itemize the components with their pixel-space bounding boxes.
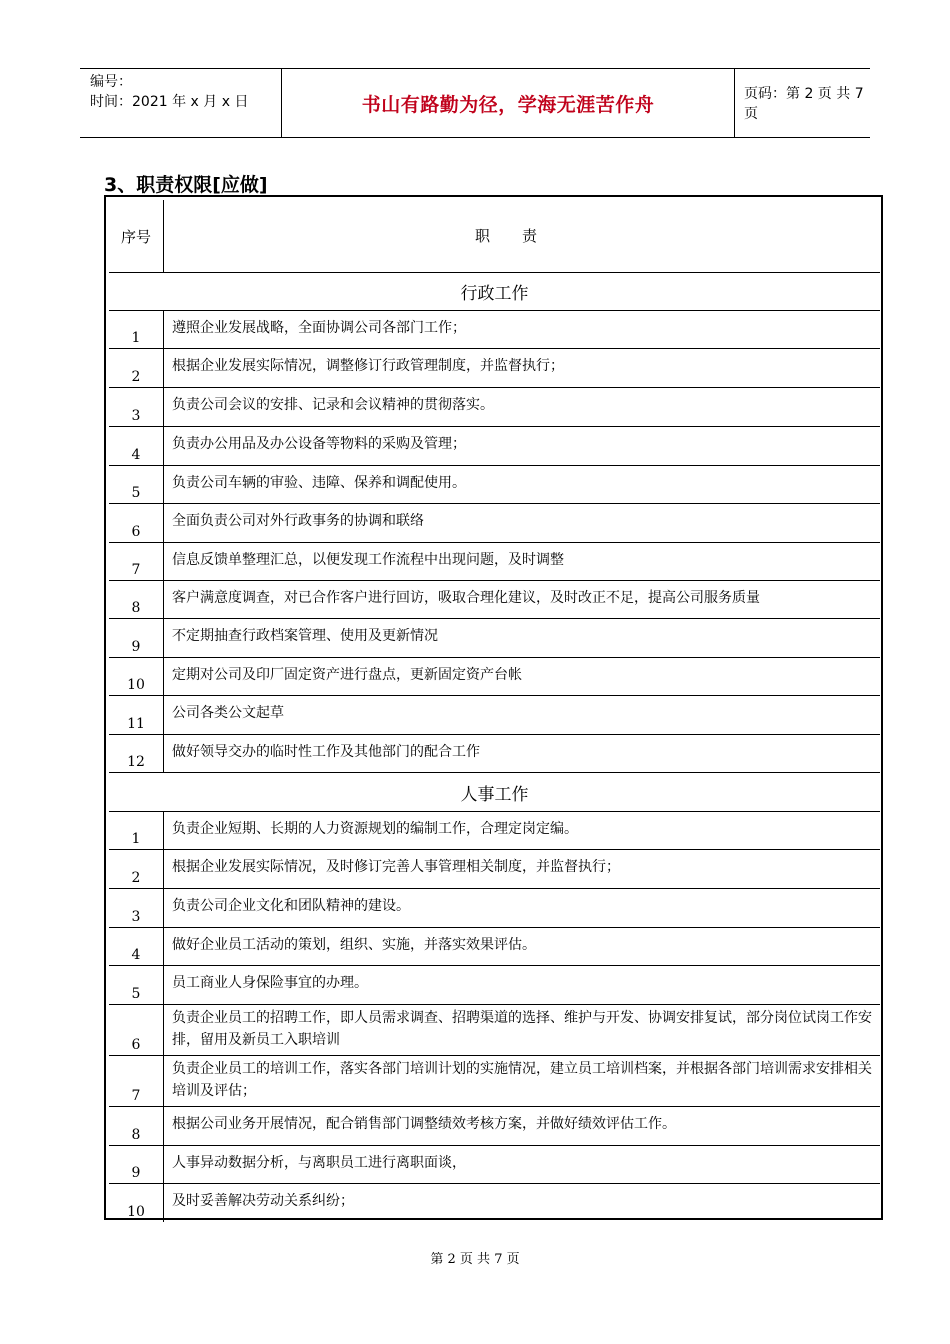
header-motto-cell: [281, 69, 735, 137]
row-duty-text: 做好领导交办的临时性工作及其他部门的配合工作: [172, 744, 480, 760]
table-row: [109, 388, 880, 427]
row-number: 8: [109, 1107, 164, 1145]
document-header: [80, 68, 870, 138]
row-number: 3: [109, 388, 164, 426]
row-number: 5: [109, 466, 164, 503]
category-row: [109, 773, 880, 812]
category-title: 行政工作: [460, 284, 529, 304]
table-row: [109, 1184, 880, 1222]
row-duty-text: 负责办公用品及办公设备等物料的采购及管理；: [172, 436, 466, 452]
row-duty-text: 员工商业人身保险事宜的办理。: [172, 975, 368, 991]
row-number: 12: [109, 735, 164, 772]
table-row: [109, 504, 880, 543]
row-duty-text: 公司各类公文起草: [172, 705, 284, 721]
table-row: [109, 466, 880, 504]
table-row: [109, 311, 880, 349]
page-footer: 第 2 页 共 7 页: [430, 1252, 520, 1267]
row-duty-text: 遵照企业发展战略，全面协调公司各部门工作；: [172, 320, 466, 336]
row-duty-text: 根据企业发展实际情况，及时修订完善人事管理相关制度，并监督执行；: [172, 859, 620, 875]
row-duty-text: 根据公司业务开展情况，配合销售部门调整绩效考核方案，并做好绩效评估工作。: [172, 1116, 676, 1132]
row-duty-text: 做好企业员工活动的策划，组织、实施，并落实效果评估。: [172, 937, 536, 953]
row-duty-text: 负责企业员工的招聘工作，即人员需求调查、招聘渠道的选择、维护与开发、协调安排复试，部分岗位试岗工作安排，留用及新员工入职培训: [172, 1010, 872, 1048]
row-number: 9: [109, 1146, 164, 1183]
row-number: 7: [109, 543, 164, 580]
row-number: 6: [109, 1005, 164, 1055]
row-number: 10: [109, 1184, 164, 1222]
table-row: [109, 1005, 880, 1056]
row-number: 4: [109, 928, 164, 965]
duties-table-body: [109, 200, 880, 1222]
row-number: 2: [109, 349, 164, 387]
table-row: [109, 1056, 880, 1107]
row-duty-text: 负责企业员工的培训工作，落实各部门培训计划的实施情况，建立员工培训档案，并根据各部门培训需求安排相关培训及评估；: [172, 1061, 872, 1099]
table-row: [109, 1107, 880, 1146]
row-duty-text: 负责公司会议的安排、记录和会议精神的贯彻落实。: [172, 397, 494, 413]
table-row: [109, 543, 880, 581]
row-number: 3: [109, 889, 164, 927]
doc-time-label: 时间：2021 年 x 月 x 日: [90, 94, 249, 110]
row-duty-text: 及时妥善解决劳动关系纠纷；: [172, 1193, 354, 1209]
table-header-row: [109, 200, 880, 273]
table-row: [109, 889, 880, 928]
table-row: [109, 696, 880, 735]
row-duty-text: 负责公司企业文化和团队精神的建设。: [172, 898, 410, 914]
row-duty-text: 不定期抽查行政档案管理、使用及更新情况: [172, 628, 438, 644]
row-number: 8: [109, 581, 164, 618]
table-row: [109, 349, 880, 388]
column-header-seq: 序号: [109, 200, 164, 272]
row-duty-text: 负责企业短期、长期的人力资源规划的编制工作，合理定岗定编。: [172, 821, 578, 837]
row-number: 1: [109, 812, 164, 849]
row-number: 1: [109, 311, 164, 348]
row-duty-text: 人事异动数据分析，与离职员工进行离职面谈，: [172, 1155, 466, 1171]
row-number: 9: [109, 619, 164, 657]
row-duty-text: 信息反馈单整理汇总，以便发现工作流程中出现问题，及时调整: [172, 552, 564, 568]
row-number: 4: [109, 427, 164, 465]
table-row: [109, 619, 880, 658]
header-meta: [80, 69, 281, 137]
table-row: [109, 850, 880, 889]
table-row: [109, 812, 880, 850]
column-header-duty: 职责: [474, 227, 569, 245]
table-row: [109, 658, 880, 696]
row-duty-text: 负责公司车辆的审验、违障、保养和调配使用。: [172, 475, 466, 491]
header-page-cell: [734, 69, 870, 137]
duties-table: [104, 195, 883, 1220]
row-number: 11: [109, 696, 164, 734]
table-row: [109, 427, 880, 466]
row-duty-text: 根据企业发展实际情况，调整修订行政管理制度，并监督执行；: [172, 358, 564, 374]
row-number: 7: [109, 1056, 164, 1106]
table-row: [109, 1146, 880, 1184]
category-title: 人事工作: [460, 784, 529, 805]
row-number: 10: [109, 658, 164, 695]
row-duty-text: 全面负责公司对外行政事务的协调和联络: [172, 513, 424, 529]
table-row: [109, 928, 880, 966]
row-duty-text: 客户满意度调查，对已合作客户进行回访，吸取合理化建议，及时改正不足，提高公司服务质量: [172, 590, 760, 606]
row-duty-text: 定期对公司及印厂固定资产进行盘点，更新固定资产台帐: [172, 667, 522, 683]
page-info: 页码：第 2 页 共 7 页: [744, 86, 864, 122]
section-title: 3、职责权限[应做]: [104, 174, 268, 196]
motto-text: 书山有路勤为径，学海无涯苦作舟: [361, 93, 655, 116]
table-row: [109, 966, 880, 1005]
row-number: 5: [109, 966, 164, 1004]
table-row: [109, 735, 880, 773]
doc-number-label: 编号：: [90, 74, 132, 90]
row-number: 2: [109, 850, 164, 888]
row-number: 6: [109, 504, 164, 542]
table-row: [109, 581, 880, 619]
category-row: [109, 273, 880, 311]
